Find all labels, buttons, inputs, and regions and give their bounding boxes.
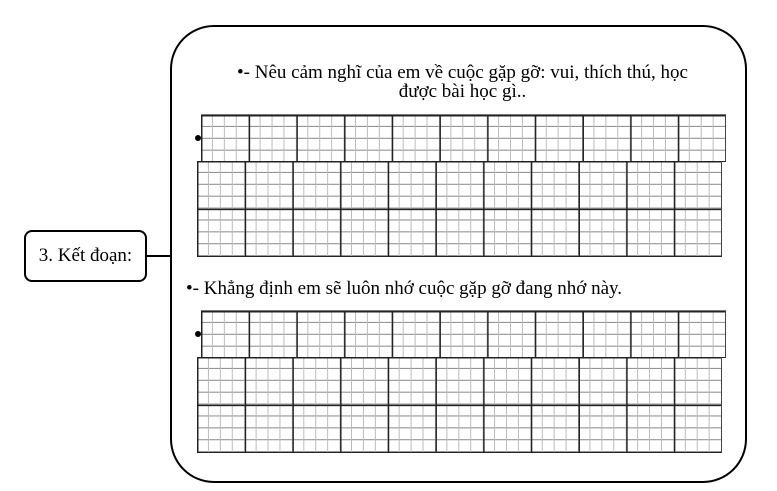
prompt-feelings — [195, 63, 730, 101]
writing-grid-1-row-1[interactable] — [201, 114, 726, 162]
writing-grid-2-rows-2-3[interactable] — [197, 357, 722, 453]
prompt-line-1: •- Nêu cảm nghĩ của em về cuộc gặp gỡ: vui, thích thú, học — [237, 62, 688, 83]
prompt-remember: •- Khẳng định em sẽ luôn nhớ cuộc gặp gỡ đang nhớ này. — [186, 278, 623, 299]
section-label-box — [24, 230, 147, 282]
writing-grid-1-rows-2-3[interactable] — [197, 161, 722, 257]
prompt-line-2: được bài học gì.. — [398, 81, 527, 102]
connector-line — [147, 255, 171, 257]
writing-grid-2-row-1[interactable] — [201, 310, 726, 358]
section-label: 3. Kết đoạn: — [38, 245, 133, 266]
